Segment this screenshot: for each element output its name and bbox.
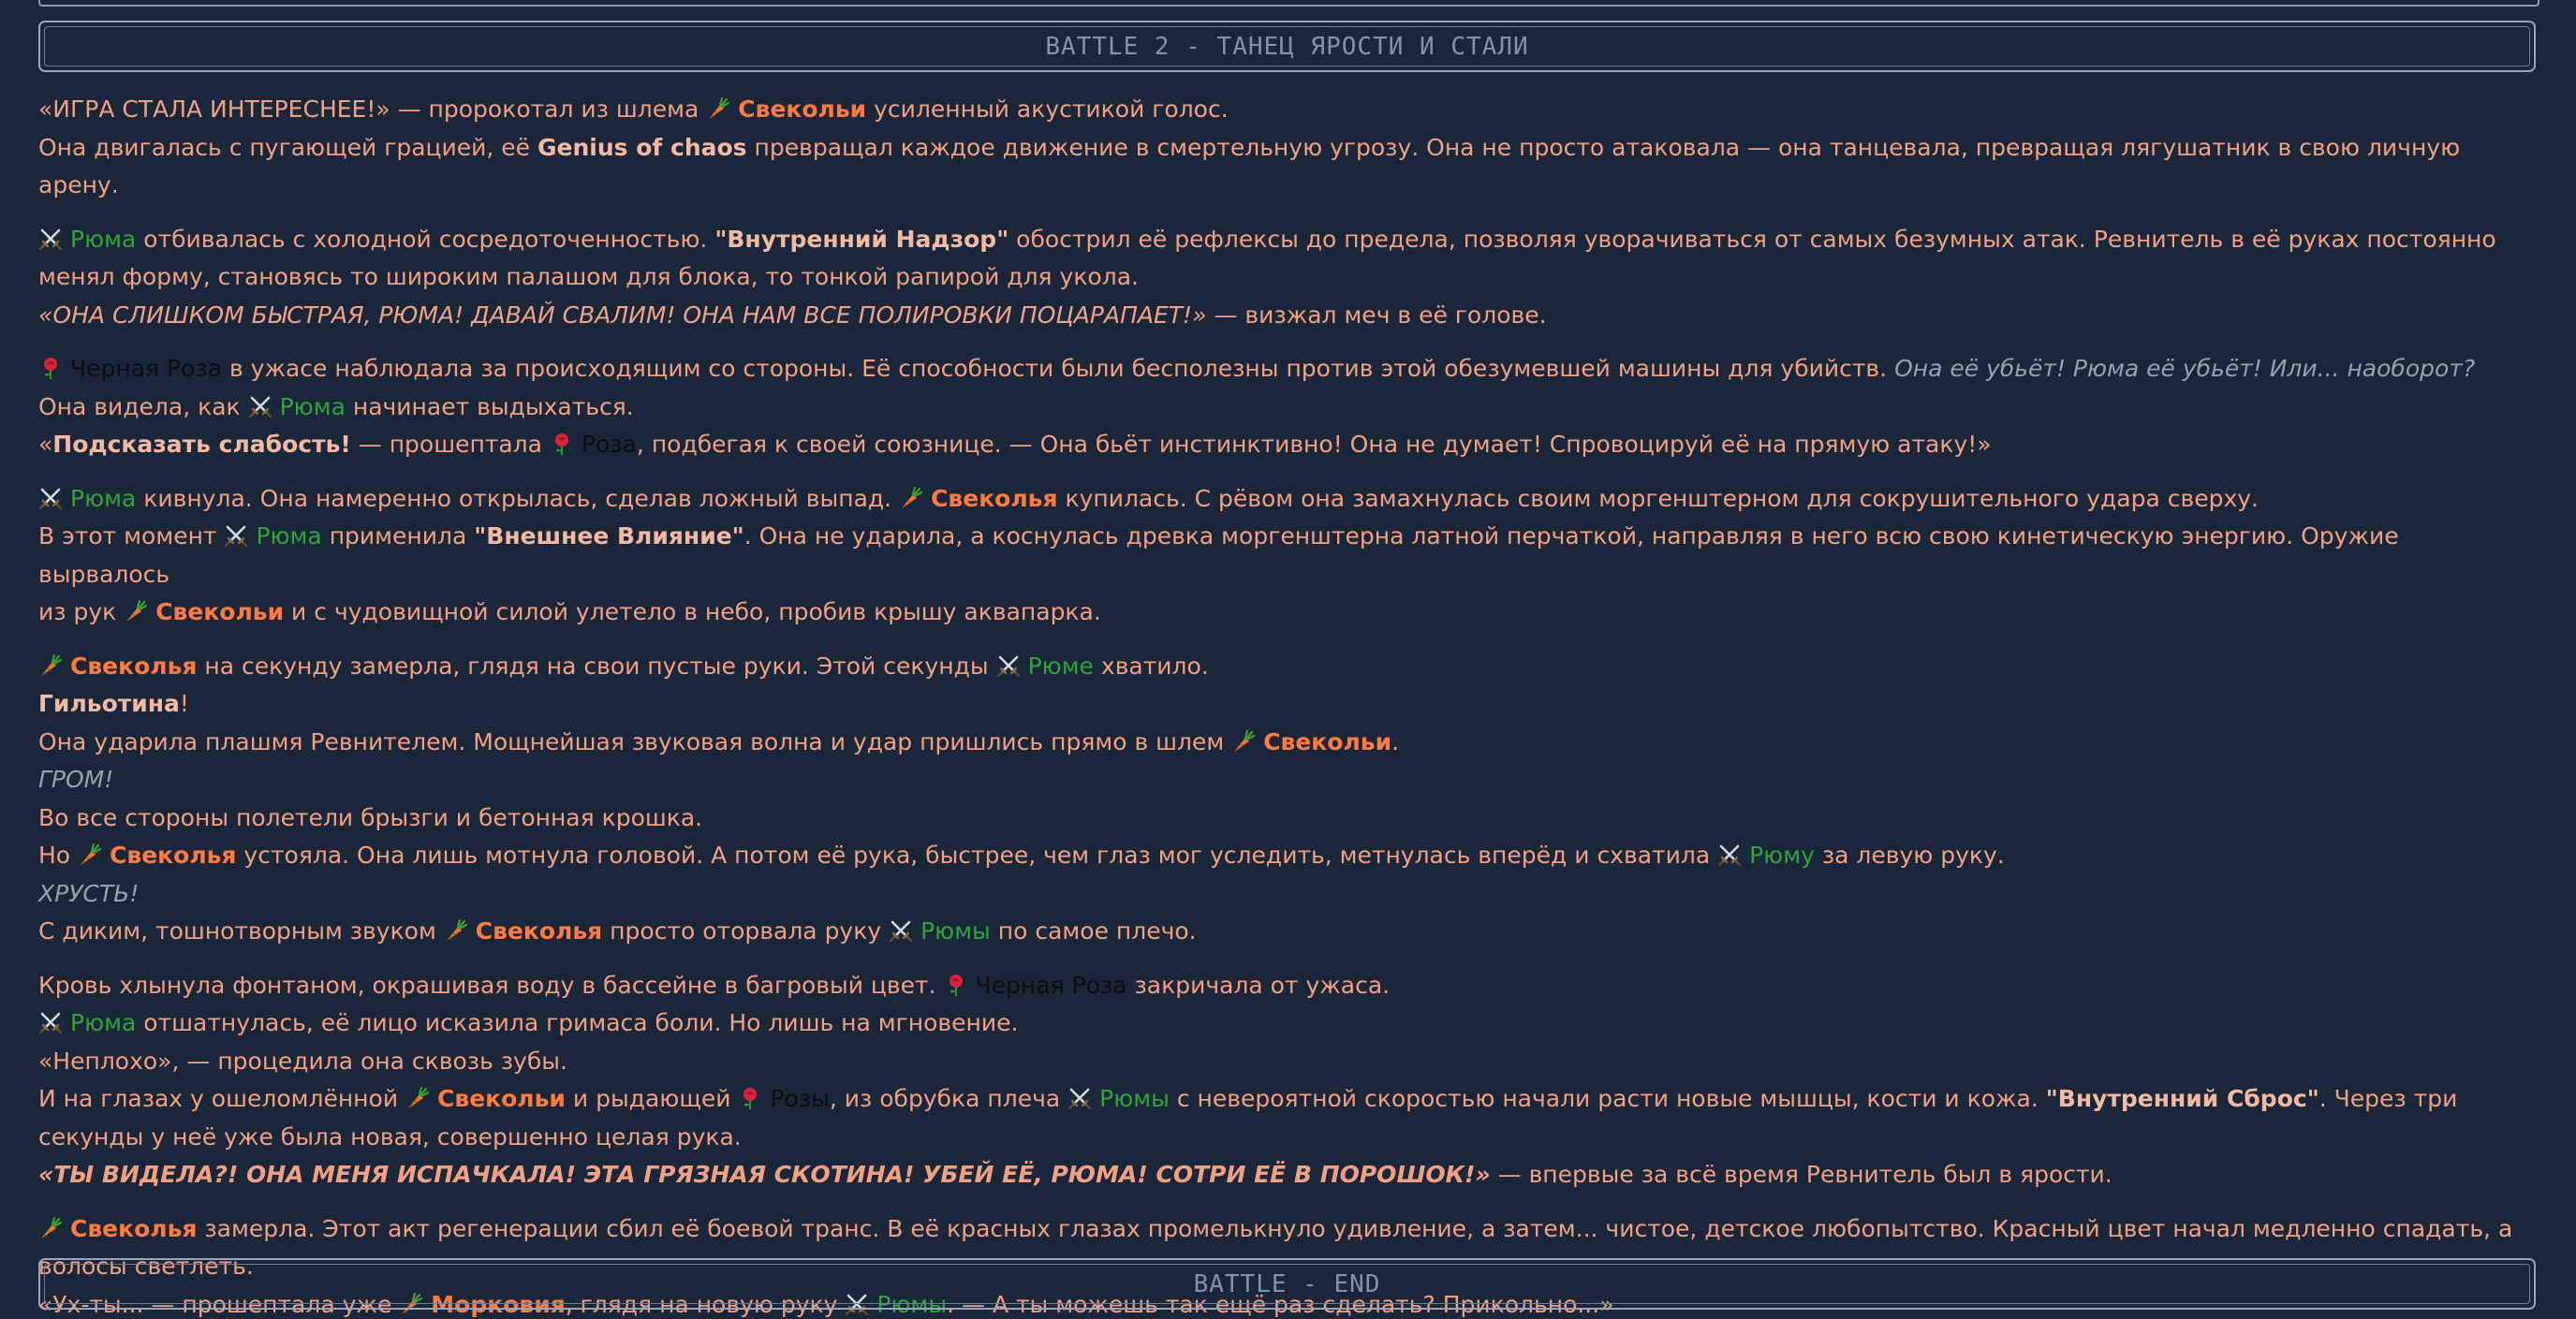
text-segment: замерла. Этот акт регенерации сбил её боевой транс. В её красных глазах промелькнуло удивление, а затем... чистое, детское любопытство. Красный цвет начал медленно спадать, а	[197, 1214, 2513, 1242]
text-segment: , из обрубка плеча	[829, 1085, 1068, 1112]
character-name: Рюма	[70, 225, 137, 253]
story-line	[38, 518, 2536, 594]
rose-icon	[38, 356, 63, 380]
text-segment: секунды у неё уже была новая, совершенно целая рука.	[38, 1122, 742, 1150]
text-segment: Кровь хлынула фонтаном, окрашивая воду в бассейне в багровый цвет.	[38, 971, 944, 999]
carrot-icon	[1231, 729, 1256, 754]
story-line	[38, 1004, 2536, 1043]
character-name: Свеколья	[70, 652, 198, 680]
crossed-swords-icon	[996, 653, 1021, 678]
text-segment: применила	[321, 522, 475, 550]
text-segment: по самое плечо.	[990, 917, 1197, 945]
text-segment: В этот момент	[38, 522, 225, 550]
text-segment: превращал каждое движение в смертельную угрозу. Она не просто атаковала — она танцевала, превращая лягушатник в свою личную арену.	[38, 133, 2468, 198]
text-segment: «Неплохо», — процедила она сквозь зубы.	[38, 1047, 567, 1075]
crossed-swords-icon	[889, 918, 913, 943]
story-line	[38, 1119, 2536, 1157]
text-segment: из рук	[38, 598, 125, 625]
text-segment: кивнула. Она намеренно открылась, сделав ложный выпад.	[136, 484, 900, 512]
character-name: Рюмы	[876, 1290, 948, 1318]
character-name: Розы	[770, 1085, 830, 1112]
story-line	[38, 648, 2536, 686]
crossed-swords-icon	[38, 227, 63, 251]
carrot-icon	[38, 653, 63, 678]
crossed-swords-icon	[224, 523, 248, 548]
text-segment: отшатнулась, её лицо исказила гримаса боли. Но лишь на мгновение.	[136, 1009, 1019, 1036]
character-name: Свеколья	[931, 484, 1058, 512]
text-segment: Она видела, как	[38, 392, 248, 420]
story-text	[38, 91, 2536, 1319]
story-line	[38, 875, 2536, 914]
text-segment: . — А ты можешь так ещё раз сделать? Прикольно...»	[947, 1290, 1614, 1318]
text-segment: за левую руку.	[1814, 842, 2005, 869]
carrot-icon	[444, 918, 468, 943]
story-line	[38, 724, 2536, 762]
previous-block-edge	[38, 0, 2539, 7]
crossed-swords-icon	[248, 394, 272, 418]
text-segment: отбивалась с холодной сосредоточенностью.	[136, 225, 715, 253]
text-segment: Во все стороны полетели брызги и бетонная крошка.	[38, 803, 703, 831]
story-paragraph	[38, 221, 2536, 335]
story-line	[38, 1043, 2536, 1081]
text-segment: «ТЫ ВИДЕЛА?! ОНА МЕНЯ ИСПАЧКАЛА! ЭТА ГРЯЗНАЯ СКОТИНА! УБЕЙ ЕЁ, РЮМА! СОТРИ ЕЁ В ПОРОШОК!»	[38, 1161, 1491, 1188]
crossed-swords-icon	[38, 1010, 63, 1034]
character-name: Свекольи	[738, 95, 867, 123]
text-segment: Она ударила плашмя Ревнителем. Мощнейшая звуковая волна и удар пришлись прямо в шлем	[38, 727, 1232, 755]
story-line	[38, 426, 2536, 464]
text-segment: — визжал меч в её голове.	[1206, 300, 1547, 329]
text-segment: "Внутренний Сброс"	[2045, 1085, 2319, 1112]
text-segment: и рыдающей	[565, 1085, 739, 1112]
character-name: Свеколья	[70, 1214, 198, 1242]
text-segment: обострил её рефлексы до предела, позволяя уворачиваться от самых безумных атак. Ревнитель в её руках постоянно	[1008, 225, 2496, 253]
text-segment: волосы светлеть.	[38, 1253, 254, 1280]
text-segment: «	[38, 431, 53, 458]
battle-end-banner	[38, 1258, 2536, 1310]
text-segment: Genius of chaos	[537, 133, 747, 161]
story-line	[38, 388, 2536, 427]
text-segment: Но	[38, 842, 79, 869]
story-line	[38, 1080, 2536, 1119]
character-name: Рюма	[256, 522, 322, 550]
text-segment: И на глазах у ошеломлённой	[38, 1085, 406, 1112]
text-segment: "Внешнее Влияние"	[474, 522, 744, 550]
text-segment: — впервые за всё время Ревнитель был в ярости.	[1490, 1161, 2112, 1188]
crossed-swords-icon	[1717, 843, 1742, 867]
text-segment: «ОНА СЛИШКОМ БЫСТРАЯ, РЮМА! ДАВАЙ СВАЛИМ! ОНА НАМ ВСЕ ПОЛИРОВКИ ПОЦАРАПАЕТ!»	[38, 300, 1207, 329]
text-segment: , глядя на новую руку	[565, 1290, 846, 1318]
story-line	[38, 761, 2536, 799]
story-line	[38, 837, 2536, 875]
character-name: Рюме	[1027, 652, 1094, 680]
battle-start-title: BATTLE 2 - ТАНЕЦ ЯРОСТИ И СТАЛИ	[1045, 32, 1529, 61]
story-paragraph	[38, 91, 2536, 205]
text-segment: усиленный акустикой голос.	[866, 95, 1229, 123]
text-segment: , подбегая к своей союзнице. — Она бьёт инстинктивно! Она не думает! Спровоцируй её на прямую атаку!»	[636, 431, 1992, 458]
story-line	[38, 129, 2536, 205]
carrot-icon	[405, 1086, 430, 1110]
character-name: Роза	[581, 431, 637, 458]
story-line	[38, 297, 2536, 335]
character-name: Рюмы	[1099, 1085, 1170, 1112]
text-segment: начинает выдыхаться.	[345, 392, 634, 420]
story-paragraph	[38, 480, 2536, 632]
text-segment: . Она не ударила, а коснулась древка моргенштерна латной перчаткой, направляя в него всю свою кинетическую энергию. Оружие вырвалось	[38, 522, 2407, 588]
story-line	[38, 685, 2536, 724]
text-segment: Она её убьёт! Рюма её убьёт! Или... наоборот?	[1894, 355, 2476, 382]
rose-icon	[944, 973, 968, 997]
story-line	[38, 913, 2536, 951]
carrot-icon	[706, 96, 730, 121]
text-segment: устояла. Она лишь мотнула головой. А потом её рука, быстрее, чем глаз мог уследить, метнулась вперёд и схватила	[236, 842, 1718, 869]
text-segment: в ужасе наблюдала за происходящим со стороны. Её способности были бесполезны против этой обезумевшей машины для убийств.	[222, 355, 1895, 382]
carrot-icon	[899, 486, 923, 510]
text-segment: Гильотина	[38, 690, 180, 717]
story-line	[38, 594, 2536, 632]
character-name: Рюму	[1749, 842, 1815, 869]
story-line	[38, 1210, 2536, 1249]
battle-start-banner	[38, 21, 2536, 72]
text-segment: . Через три	[2318, 1085, 2458, 1112]
story-paragraph	[38, 967, 2536, 1194]
carrot-icon	[38, 1216, 63, 1240]
text-segment: Подсказать слабость!	[52, 431, 351, 458]
story-line	[38, 1156, 2536, 1194]
story-line	[38, 799, 2536, 838]
story-line	[38, 91, 2536, 129]
text-segment: хватило.	[1093, 652, 1209, 680]
text-segment: и с чудовищной силой улетело в небо, пробив крышу аквапарка.	[284, 598, 1101, 625]
story-paragraph	[38, 648, 2536, 951]
story-paragraph	[38, 350, 2536, 464]
rose-icon	[738, 1086, 762, 1110]
story-line	[38, 967, 2536, 1005]
character-name: Свекольи	[1263, 727, 1392, 755]
character-name: Черная Роза	[70, 355, 223, 382]
story-line	[38, 258, 2536, 297]
text-segment: С диким, тошнотворным звуком	[38, 917, 444, 945]
text-segment: !	[179, 690, 189, 717]
text-segment: на секунду замерла, глядя на свои пустые руки. Этой секунды	[197, 652, 996, 680]
story-line	[38, 221, 2536, 259]
text-segment: — прошептала	[350, 431, 550, 458]
text-segment: "Внутренний Надзор"	[714, 225, 1009, 253]
text-segment: Она двигалась с пугающей грацией, её	[38, 133, 538, 161]
text-segment: закричала от ужаса.	[1126, 971, 1391, 999]
text-segment: «ИГРА СТАЛА ИНТЕРЕСНЕЕ!» — пророкотал из шлема	[38, 95, 707, 123]
text-segment: .	[1391, 727, 1400, 755]
character-name: Рюмы	[920, 917, 991, 945]
text-segment: купилась. С рёвом она замахнулась своим моргенштерном для сокрушительного удара сверху.	[1057, 484, 2259, 512]
character-name: Свекольи	[437, 1085, 566, 1112]
character-name: Свекольи	[155, 598, 285, 625]
text-segment: ХРУСТЬ!	[38, 879, 140, 907]
story-line	[38, 350, 2536, 388]
crossed-swords-icon	[38, 486, 63, 510]
character-name: Морковия	[431, 1290, 566, 1318]
character-name: Рюма	[70, 1009, 137, 1036]
character-name: Рюма	[70, 484, 137, 512]
character-name: Свеколья	[110, 842, 237, 869]
crossed-swords-icon	[1067, 1086, 1092, 1110]
text-segment: менял форму, становясь то широким палашом для блока, то тонкой рапирой для укола.	[38, 263, 1139, 290]
text-segment: ГРОМ!	[38, 766, 114, 793]
carrot-icon	[124, 599, 148, 623]
battle-end-title: BATTLE - END	[1193, 1269, 1381, 1298]
character-name: Свеколья	[475, 917, 603, 945]
text-segment: «Ух-ты... — прошептала уже	[38, 1290, 400, 1318]
text-segment: с невероятной скоростью начали расти новые мышцы, кости и кожа.	[1169, 1085, 2046, 1112]
character-name: Черная Роза	[975, 971, 1127, 999]
text-segment: просто оторвала руку	[602, 917, 890, 945]
carrot-icon	[78, 843, 102, 867]
rose-icon	[550, 432, 574, 456]
character-name: Рюма	[279, 392, 346, 420]
story-line	[38, 480, 2536, 519]
